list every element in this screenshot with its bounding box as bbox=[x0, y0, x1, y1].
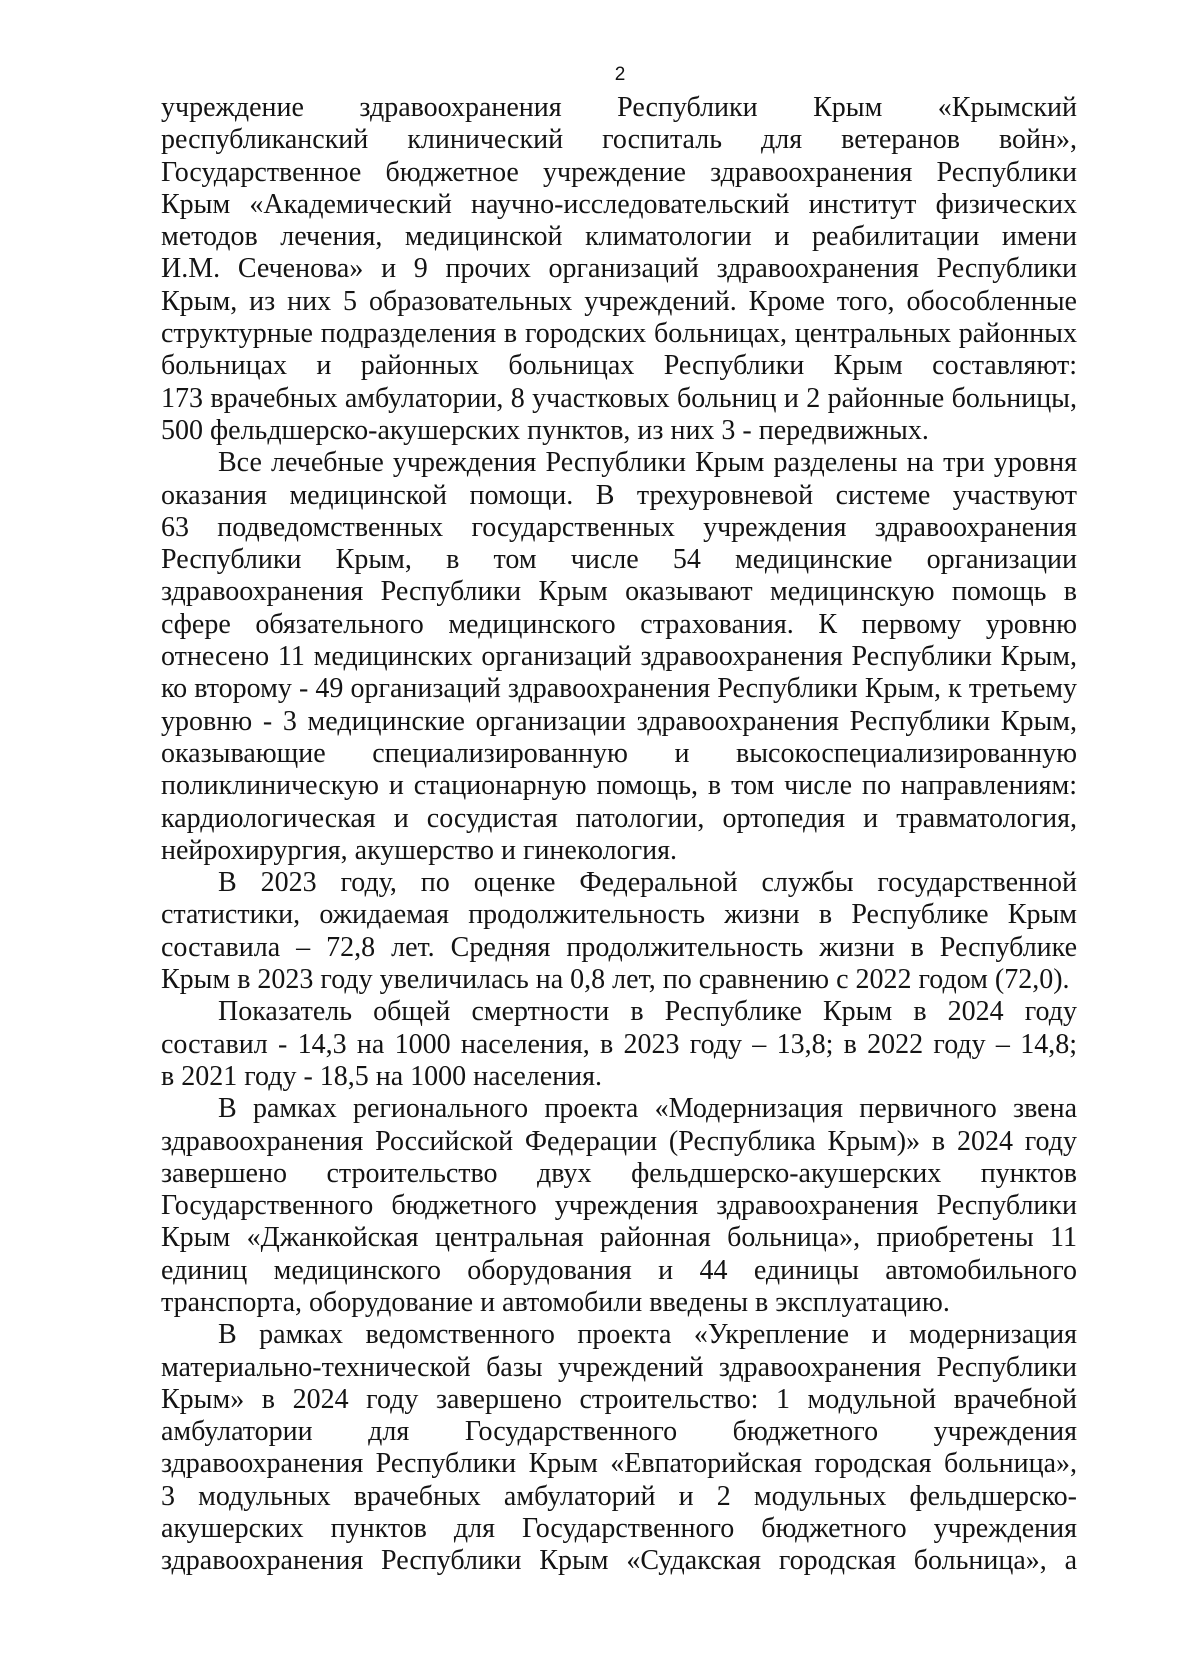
text-line: единиц медицинского оборудования и 44 единицы автомобильного bbox=[161, 1254, 1077, 1286]
paragraph bbox=[161, 996, 1077, 1093]
text-line: Крым» в 2024 году завершено строительство: 1 модульной врачебной bbox=[161, 1383, 1077, 1415]
text-line: методов лечения, медицинской климатологии и реабилитации имени bbox=[161, 221, 1077, 253]
text-line: В рамках ведомственного проекта «Укрепление и модернизация bbox=[218, 1319, 1077, 1351]
text-line: здравоохранения Республики Крым оказывают медицинскую помощь в bbox=[161, 576, 1077, 608]
text-line: сфере обязательного медицинского страхования. К первому уровню bbox=[161, 608, 1077, 640]
text-line: завершено строительство двух фельдшерско-акушерских пунктов bbox=[161, 1157, 1077, 1189]
text-line: 173 врачебных амбулатории, 8 участковых больниц и 2 районные больницы, bbox=[161, 382, 1077, 414]
text-line: материально-технической базы учреждений здравоохранения Республики bbox=[161, 1351, 1077, 1383]
text-line: 500 фельдшерско-акушерских пунктов, из них 3 - передвижных. bbox=[161, 414, 929, 446]
text-line: больницах и районных больницах Республики Крым составляют: bbox=[161, 350, 1077, 382]
text-line: поликлиническую и стационарную помощь, в том числе по направлениям: bbox=[161, 770, 1077, 802]
text-line: 3 модульных врачебных амбулаторий и 2 модульных фельдшерско- bbox=[161, 1480, 1077, 1512]
paragraph bbox=[161, 447, 1077, 867]
text-line: Крым, из них 5 образовательных учреждений. Кроме того, обособленные bbox=[161, 285, 1077, 317]
text-line: В рамках регионального проекта «Модернизация первичного звена bbox=[218, 1093, 1077, 1125]
text-line: амбулатории для Государственного бюджетного учреждения bbox=[161, 1416, 1077, 1448]
text-line: ко второму - 49 организаций здравоохранения Республики Крым, к третьему bbox=[161, 673, 1077, 705]
text-line: уровню - 3 медицинские организации здравоохранения Республики Крым, bbox=[161, 705, 1077, 737]
text-line: 63 подведомственных государственных учреждения здравоохранения bbox=[161, 511, 1077, 543]
paragraph bbox=[161, 92, 1077, 447]
text-line: кардиологическая и сосудистая патологии, ортопедия и травматология, bbox=[161, 802, 1077, 834]
text-line: учреждение здравоохранения Республики Крым «Крымский bbox=[161, 92, 1077, 123]
text-line: Крым «Академический научно-исследовательский институт физических bbox=[161, 188, 1077, 220]
text-line: составил - 14,3 на 1000 населения, в 2023 году – 13,8; в 2022 году – 14,8; bbox=[161, 1028, 1077, 1060]
text-line: республиканский клинический госпиталь для ветеранов войн», bbox=[161, 124, 1077, 156]
text-line: Крым в 2023 году увеличилась на 0,8 лет, по сравнению с 2022 годом (72,0). bbox=[161, 964, 1070, 996]
text-line: составила – 72,8 лет. Средняя продолжительность жизни в Республике bbox=[161, 931, 1077, 963]
paragraph bbox=[161, 1093, 1077, 1319]
paragraph bbox=[161, 1319, 1077, 1577]
document-body bbox=[161, 92, 1077, 1578]
page-number: 2 bbox=[614, 64, 626, 85]
text-line: статистики, ожидаемая продолжительность жизни в Республике Крым bbox=[161, 899, 1077, 931]
text-line: Все лечебные учреждения Республики Крым разделены на три уровня bbox=[218, 447, 1077, 479]
text-line: Показатель общей смертности в Республике Крым в 2024 году bbox=[218, 996, 1077, 1028]
text-line: И.М. Сеченова» и 9 прочих организаций здравоохранения Республики bbox=[161, 253, 1077, 285]
text-line: нейрохирургия, акушерство и гинекология. bbox=[161, 834, 677, 866]
text-line: Государственного бюджетного учреждения здравоохранения Республики bbox=[161, 1190, 1077, 1222]
text-line: структурные подразделения в городских больницах, центральных районных bbox=[161, 318, 1077, 350]
text-line: акушерских пунктов для Государственного бюджетного учреждения bbox=[161, 1513, 1077, 1545]
text-line: Государственное бюджетное учреждение здравоохранения Республики bbox=[161, 156, 1077, 188]
text-line: транспорта, оборудование и автомобили введены в эксплуатацию. bbox=[161, 1286, 950, 1318]
text-line: здравоохранения Российской Федерации (Республика Крым)» в 2024 году bbox=[161, 1125, 1077, 1157]
text-line: здравоохранения Республики Крым «Судакская городская больница», а bbox=[161, 1545, 1077, 1577]
text-line: оказывающие специализированную и высокоспециализированную bbox=[161, 737, 1077, 769]
text-line: В 2023 году, по оценке Федеральной службы государственной bbox=[218, 867, 1077, 899]
text-line: Крым «Джанкойская центральная районная больница», приобретены 11 bbox=[161, 1222, 1077, 1254]
text-line: отнесено 11 медицинских организаций здравоохранения Республики Крым, bbox=[161, 641, 1077, 673]
text-line: здравоохранения Республики Крым «Евпаторийская городская больница», bbox=[161, 1448, 1077, 1480]
text-line: оказания медицинской помощи. В трехуровневой системе участвуют bbox=[161, 479, 1077, 511]
paragraph bbox=[161, 867, 1077, 996]
text-line: в 2021 году - 18,5 на 1000 населения. bbox=[161, 1060, 603, 1092]
text-line: Республики Крым, в том числе 54 медицинские организации bbox=[161, 544, 1077, 576]
